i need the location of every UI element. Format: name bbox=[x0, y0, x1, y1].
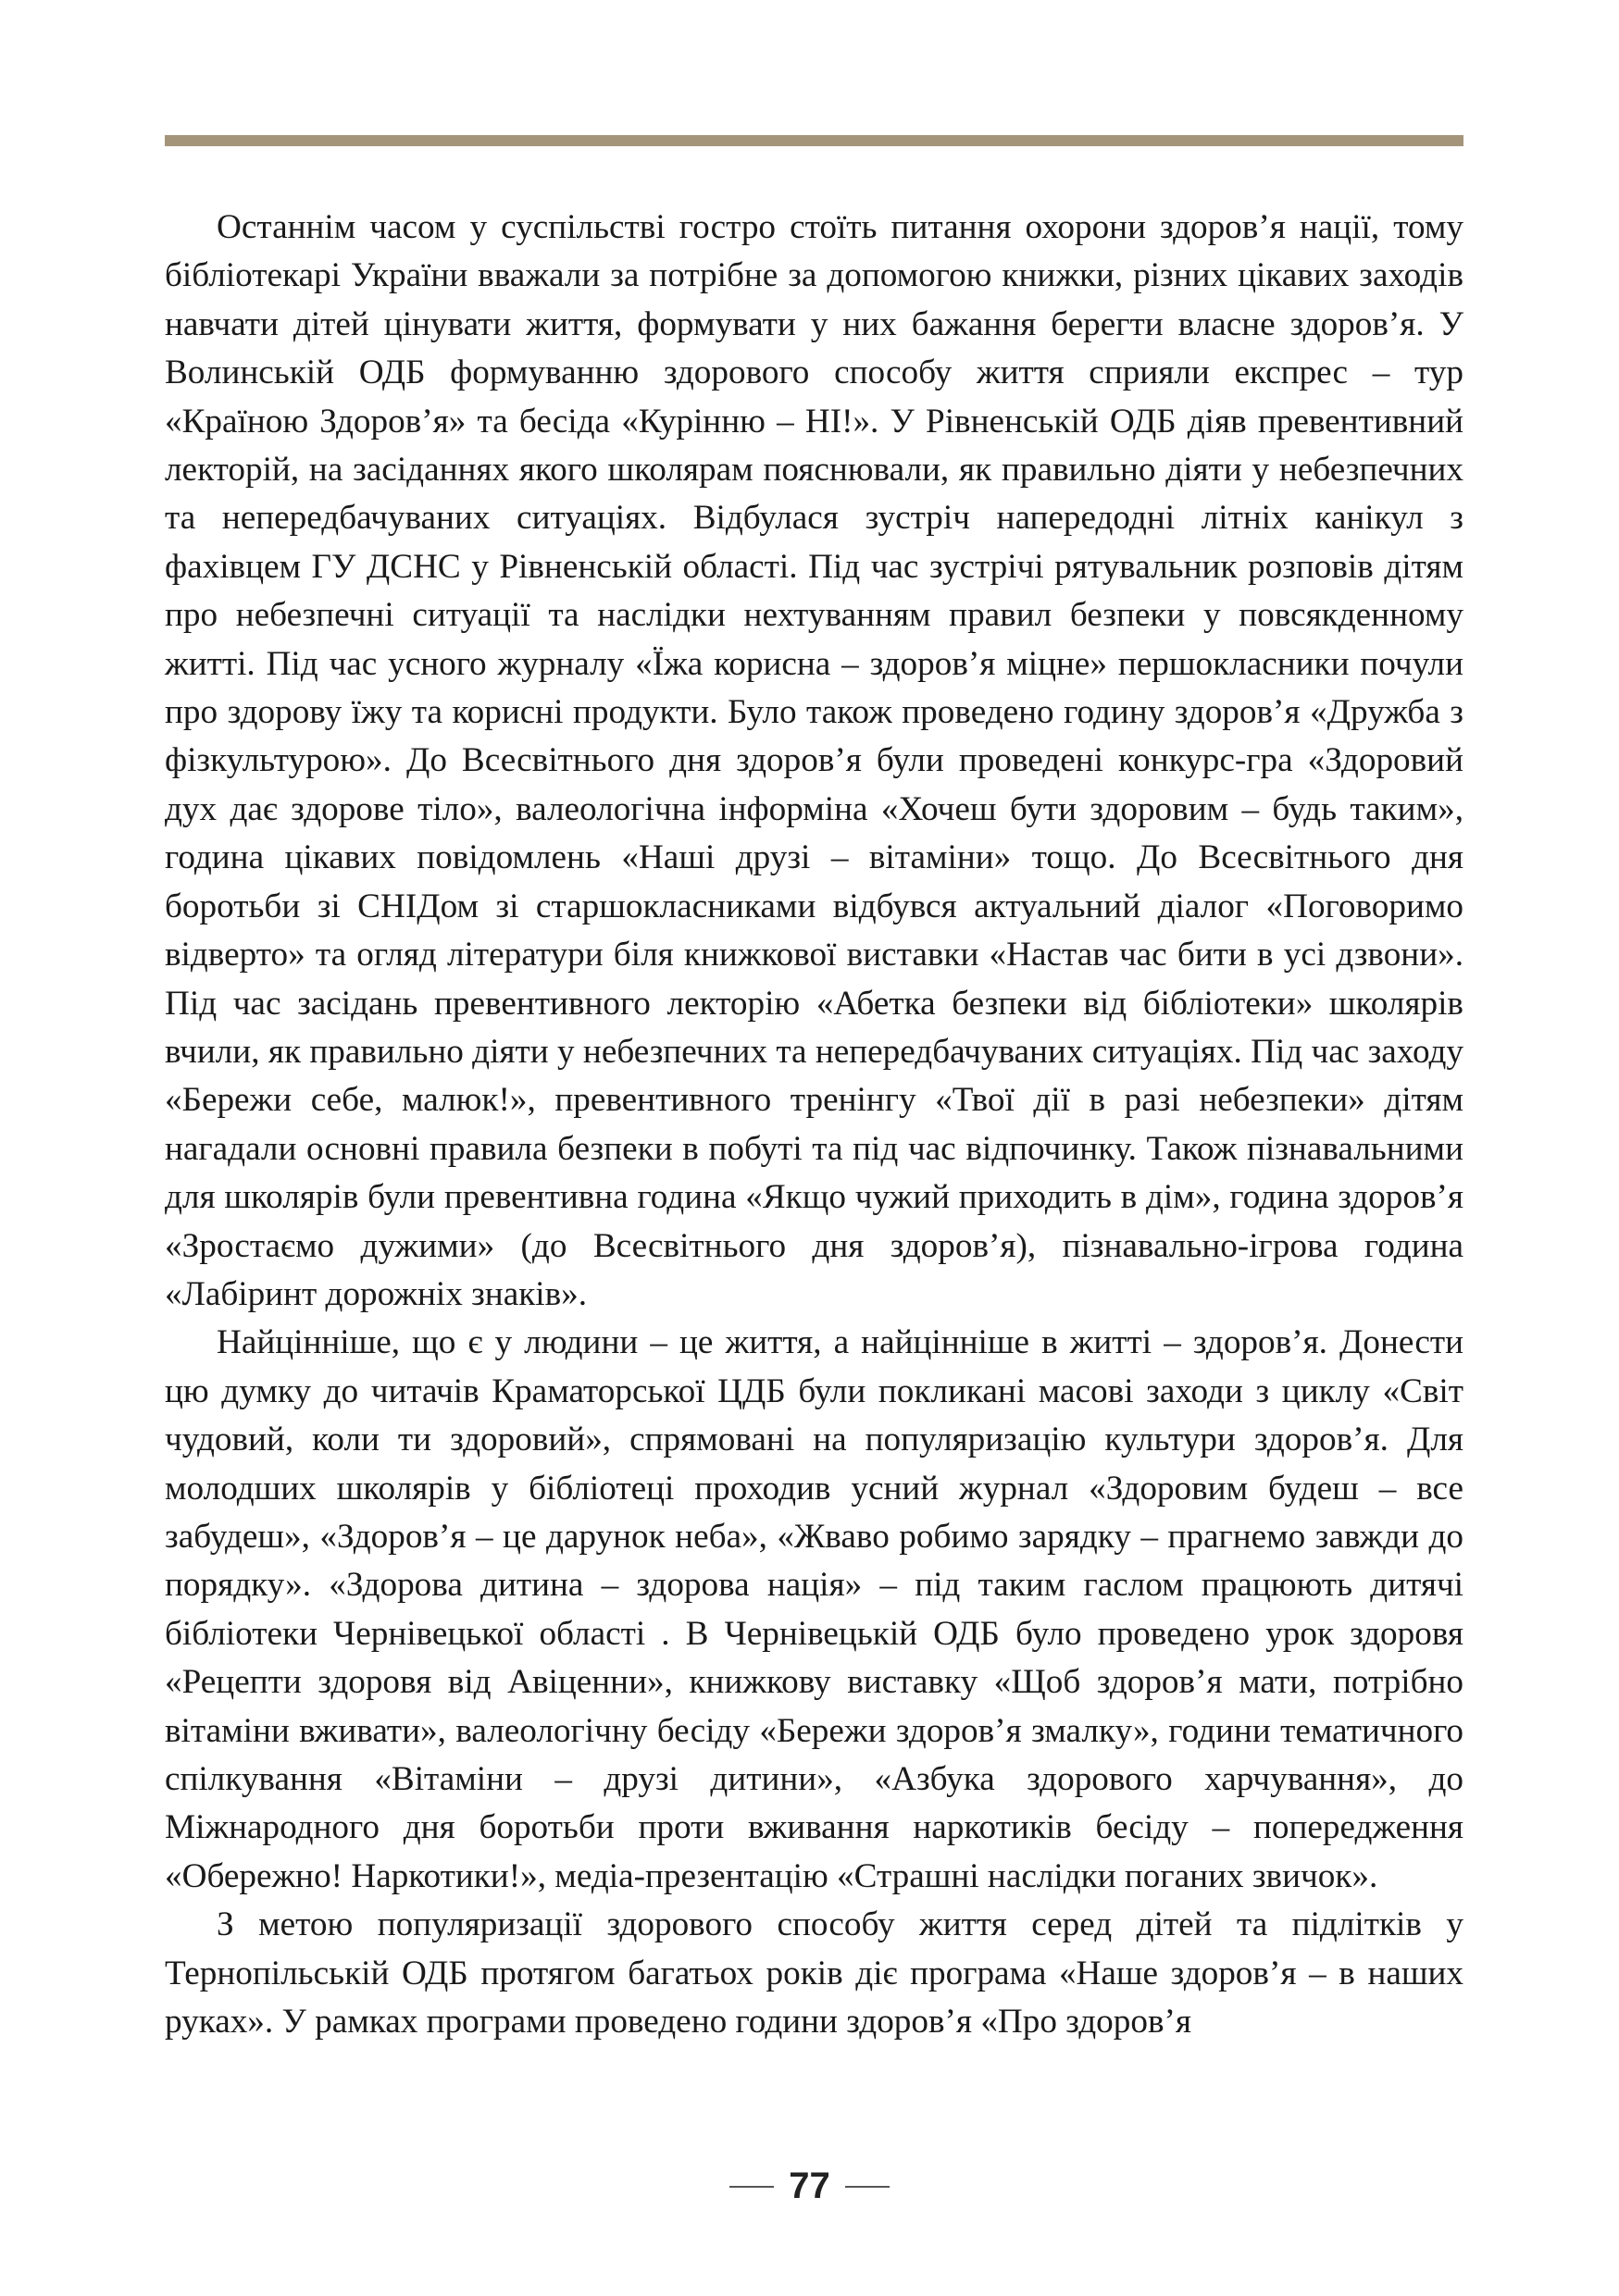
paragraph: Найцінніше, що є у людини – це життя, а найцінніше в житті – здоров’я. Донести цю думку до читачів Краматорської ЦДБ були покликані масові заходи з циклу «Світ чудовий, коли ти здоровий», спрямовані на популяризацію культури здоров’я. Для молодших школярів у бібліотеці проходив усний журнал «Здоровим будеш – все забудеш», «Здоров’я – це дарунок неба», «Жваво робимо зарядку – прагнемо завжди до порядку». «Здорова дитина – здорова нація» – під таким гаслом працюють дитячі бібліотеки Чернівецької області . В Чернівецькій ОДБ було проведено урок здоровя «Рецепти здоровя від Авіценни», книжкову виставку «Щоб здоров’я мати, потрібно вітаміни вживати», валеологічну бесіду «Бережи здоров’я змалку», години тематичного спілкування «Вітаміни – друзі дитини», «Азбука здорового харчування», до Міжнародного дня боротьби проти вживання наркотиків бесіду – попередження «Обережно! Наркотики!», медіа-презентацію «Страшні наслідки поганих звичок». bbox=[165, 1323, 1463, 1895]
paragraph: Останнім часом у суспільстві гостро стоїть питання охорони здоров’я нації, тому бібліотекарі України вважали за потрібне за допомогою книжки, різних цікавих заходів навчати дітей цінувати життя, формувати у них бажання берегти власне здоров’я. У Волинській ОДБ формуванню здорового способу життя сприяли експрес – тур «Країною Здоров’я» та бесіда «Курінню – НІ!». У Рівненській ОДБ діяв превентивний лекторій, на засіданнях якого школярам пояснювали, як правильно діяти у небезпечних та непередбачуваних ситуаціях. Відбулася зустріч напередодні літніх канікул з фахівцем ГУ ДСНС у Рівненській області. Під час зустрічі рятувальник розповів дітям про небезпечні ситуації та наслідки нехтуванням правил безпеки у повсякденному житті. Під час усного журналу «Їжа корисна – здоров’я міцне» першокласники почули про здорову їжу та корисні продукти. Було також проведено годину здоров’я «Дружба з фізкультурою». До Всесвітнього дня здоров’я були проведені конкурс-гра «Здоровий дух дає здорове тіло», валеологічна інформіна «Хочеш бути здоровим – будь таким», година цікавих повідомлень «Наші друзі – вітаміни» тощо. До Всесвітнього дня боротьби зі СНІДом зі старшокласниками відбувся актуальний діалог «Поговоримо відверто» та огляд літератури біля книжкової виставки «Настав час бити в усі дзвони». Під час засідань превентивного лекторію «Абетка безпеки від бібліотеки» школярів вчили, як правильно діяти у небезпечних та непередбачуваних ситуаціях. Під час заходу «Бережи себе, малюк!», превентивного тренінгу «Твої дії в разі небезпеки» дітям нагадали основні правила безпеки в побуті та під час відпочинку. Також пізнавальними для школярів були превентивна година «Якщо чужий приходить в дім», година здоров’я «Зростаємо дужими» (до Всесвітнього дня здоров’я), пізнавально-ігрова година «Лабіринт дорожніх знаків». bbox=[165, 208, 1463, 1313]
footer-dash-right bbox=[845, 2186, 890, 2188]
page-body bbox=[165, 204, 1463, 2046]
footer-dash-left bbox=[729, 2186, 774, 2188]
page-number: 77 bbox=[789, 2166, 830, 2206]
header-rule bbox=[165, 135, 1463, 146]
paragraph: З метою популяризації здорового способу життя серед дітей та підлітків у Тернопільській ОДБ протягом багатьох років діє програма «Наше здоров’я – в наших руках». У рамках програми проведено години здоров’я «Про здоров’я bbox=[165, 1905, 1463, 2042]
page-footer bbox=[0, 2166, 1619, 2207]
